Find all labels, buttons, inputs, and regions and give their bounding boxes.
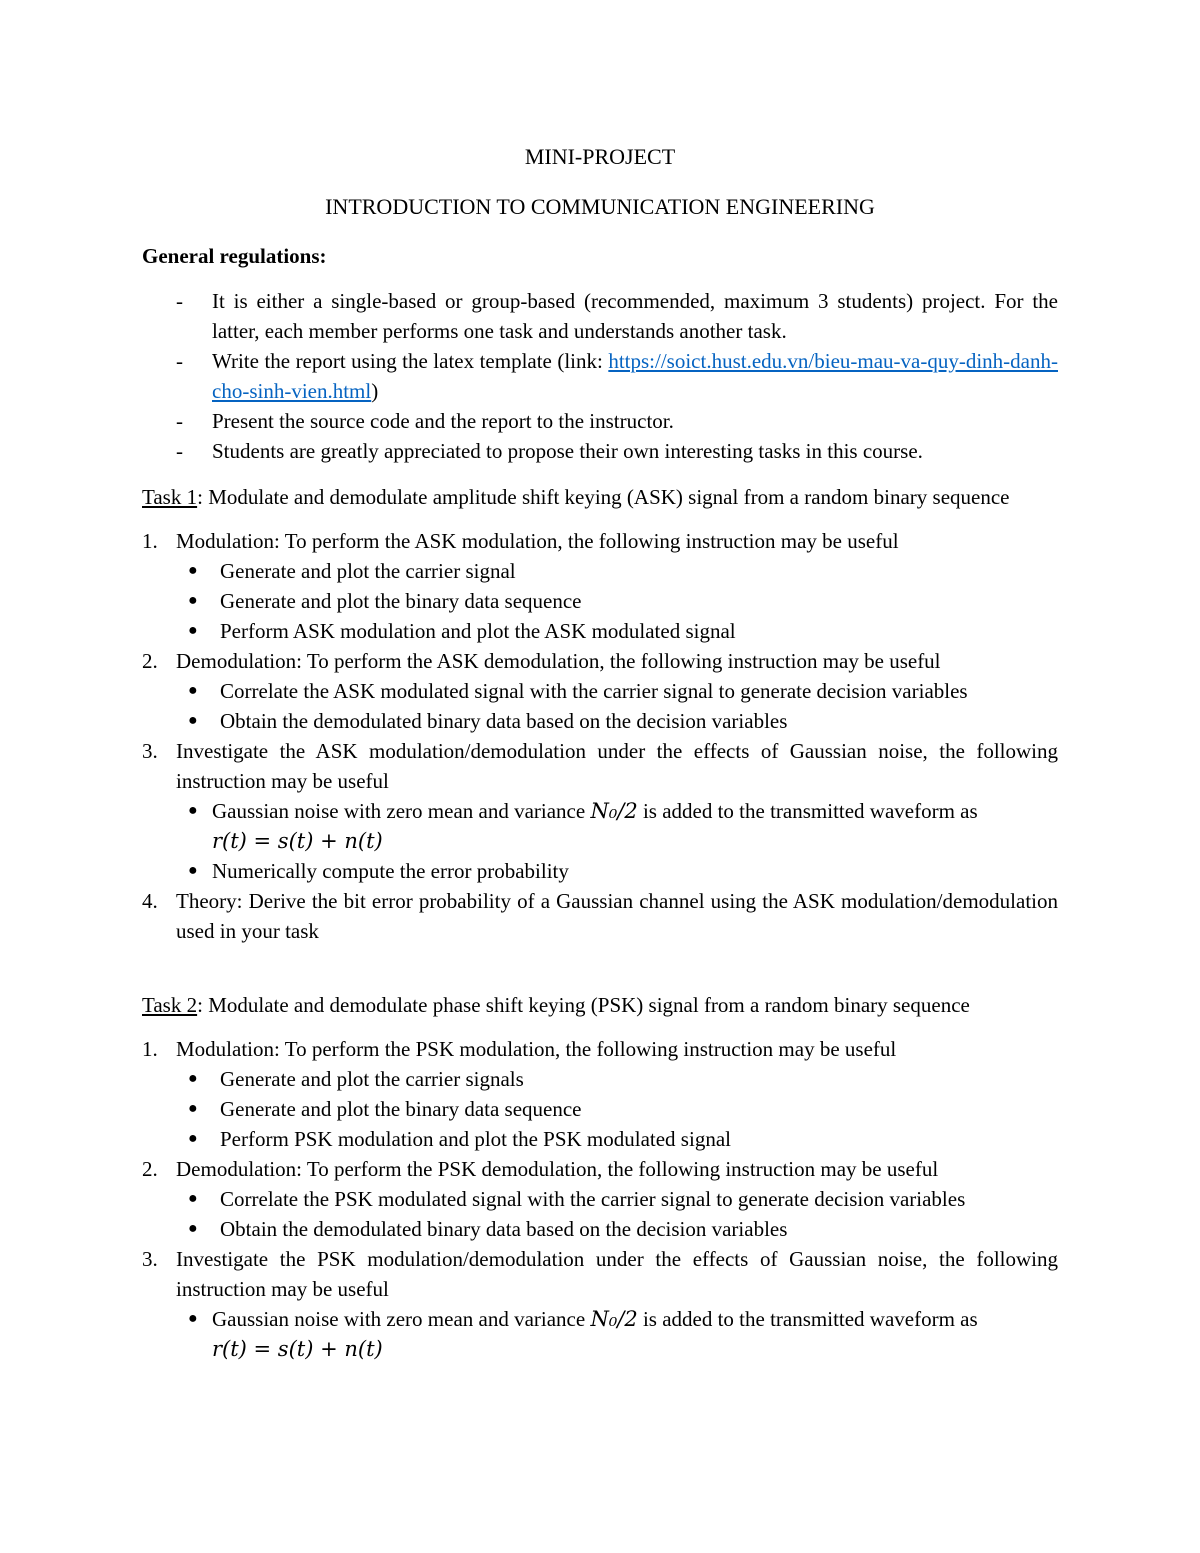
bullet-icon: ● [188, 1310, 198, 1327]
bullet-icon: ● [188, 1100, 198, 1117]
list-item: ● Gaussian noise with zero mean and variance N₀/2 is added to the transmitted waveform as r(t) = s(t) + n(t) [176, 1304, 1058, 1364]
list-item: ● Generate and plot the binary data sequence [176, 586, 1058, 616]
task2-step-1: 1. Modulation: To perform the PSK modulation, the following instruction may be useful ● Generate and plot the carrier signals ● Generate and plot the binary data sequence ● Perform PSK modulation and plot the PSK modulated signal [142, 1034, 1058, 1154]
task2-step-2: 2. Demodulation: To perform the PSK demodulation, the following instruction may be useful ● Correlate the PSK modulated signal with the carrier signal to generate decision variables ● Obtain the demodulated binary data based on the decision variables [142, 1154, 1058, 1244]
task2-label: Task 2 [142, 993, 198, 1017]
list-item: ● Gaussian noise with zero mean and variance N₀/2 is added to the transmitted waveform as r(t) = s(t) + n(t) [176, 796, 1058, 856]
task2-step-3: 3. Investigate the PSK modulation/demodulation under the effects of Gaussian noise, the following instruction may be useful ● Gaussian noise with zero mean and variance N₀/2 is added to the transmitted waveform as r(t) = s(t) + n(t) [142, 1244, 1058, 1364]
task1-step-3: 3. Investigate the ASK modulation/demodulation under the effects of Gaussian noise, the following instruction may be useful ● Gaussian noise with zero mean and variance N₀/2 is added to the transmitted waveform as r(t) = s(t) + n(t) ● Numerically compute the error probability [142, 736, 1058, 886]
list-item: ● Perform PSK modulation and plot the PSK modulated signal [176, 1124, 1058, 1154]
regulations-list [142, 286, 1058, 466]
list-item: ● Generate and plot the carrier signals [176, 1064, 1058, 1094]
task1-step-2: 2. Demodulation: To perform the ASK demodulation, the following instruction may be useful ● Correlate the ASK modulated signal with the carrier signal to generate decision variables ● Obtain the demodulated binary data based on the decision variables [142, 646, 1058, 736]
task2-title: Task 2: Modulate and demodulate phase shift keying (PSK) signal from a random binary sequence [142, 993, 970, 1017]
document-subtitle: INTRODUCTION TO COMMUNICATION ENGINEERING [325, 194, 875, 219]
list-item: ● Generate and plot the carrier signal [176, 556, 1058, 586]
bullet-icon: ● [188, 1220, 198, 1237]
bullet-icon: ● [188, 862, 198, 879]
list-item: ● Generate and plot the binary data sequence [176, 1094, 1058, 1124]
regulation-item: - Students are greatly appreciated to propose their own interesting tasks in this course. [176, 439, 923, 463]
task2-steps [142, 1034, 1058, 1364]
bullet-icon: ● [188, 1130, 198, 1147]
list-item: ● Obtain the demodulated binary data based on the decision variables [176, 706, 1058, 736]
list-item: ● Numerically compute the error probability [176, 856, 1058, 886]
task1-title: Task 1: Modulate and demodulate amplitude shift keying (ASK) signal from a random binary sequence [142, 485, 1010, 509]
bullet-icon: ● [188, 1190, 198, 1207]
variance-expression: N₀/2 [590, 799, 638, 823]
task1-label: Task 1 [142, 485, 198, 509]
bullet-icon: ● [188, 622, 198, 639]
regulation-item: - It is either a single-based or group-based (recommended, maximum 3 students) project. For the latter, each member performs one task and understands another task. [176, 289, 1058, 343]
regulation-item: - Present the source code and the report to the instructor. [176, 409, 674, 433]
task1-step-4: 4. Theory: Derive the bit error probability of a Gaussian channel using the ASK modulation/demodulation used in your task [142, 889, 1058, 943]
bullet-icon: ● [188, 802, 198, 819]
noise-equation: r(t) = s(t) + n(t) [212, 1337, 383, 1361]
list-item: ● Correlate the PSK modulated signal with the carrier signal to generate decision variables [176, 1184, 1058, 1214]
bullet-icon: ● [188, 592, 198, 609]
latex-template-link[interactable]: https://soict.hust.edu.vn/bieu-mau-va-quy-dinh-danh-cho-sinh-vien.html [212, 349, 1058, 403]
bullet-icon: ● [188, 1070, 198, 1087]
regulation-item: - Write the report using the latex template (link: https://soict.hust.edu.vn/bieu-mau-va-quy-dinh-danh-cho-sinh-vien.html) [176, 349, 1058, 403]
document-body [142, 142, 1058, 1364]
task1-steps [142, 526, 1058, 946]
task1-step-1: 1. Modulation: To perform the ASK modulation, the following instruction may be useful ● Generate and plot the carrier signal ● Generate and plot the binary data sequence ● Perform ASK modulation and plot the ASK modulated signal [142, 526, 1058, 646]
bullet-icon: ● [188, 712, 198, 729]
list-item: ● Obtain the demodulated binary data based on the decision variables [176, 1214, 1058, 1244]
list-item: ● Perform ASK modulation and plot the ASK modulated signal [176, 616, 1058, 646]
bullet-icon: ● [188, 562, 198, 579]
noise-equation: r(t) = s(t) + n(t) [212, 829, 383, 853]
bullet-icon: ● [188, 682, 198, 699]
variance-expression: N₀/2 [590, 1307, 638, 1331]
document-title: MINI-PROJECT [524, 144, 676, 169]
regulations-heading: General regulations: [142, 244, 327, 268]
list-item: ● Correlate the ASK modulated signal with the carrier signal to generate decision variables [176, 676, 1058, 706]
